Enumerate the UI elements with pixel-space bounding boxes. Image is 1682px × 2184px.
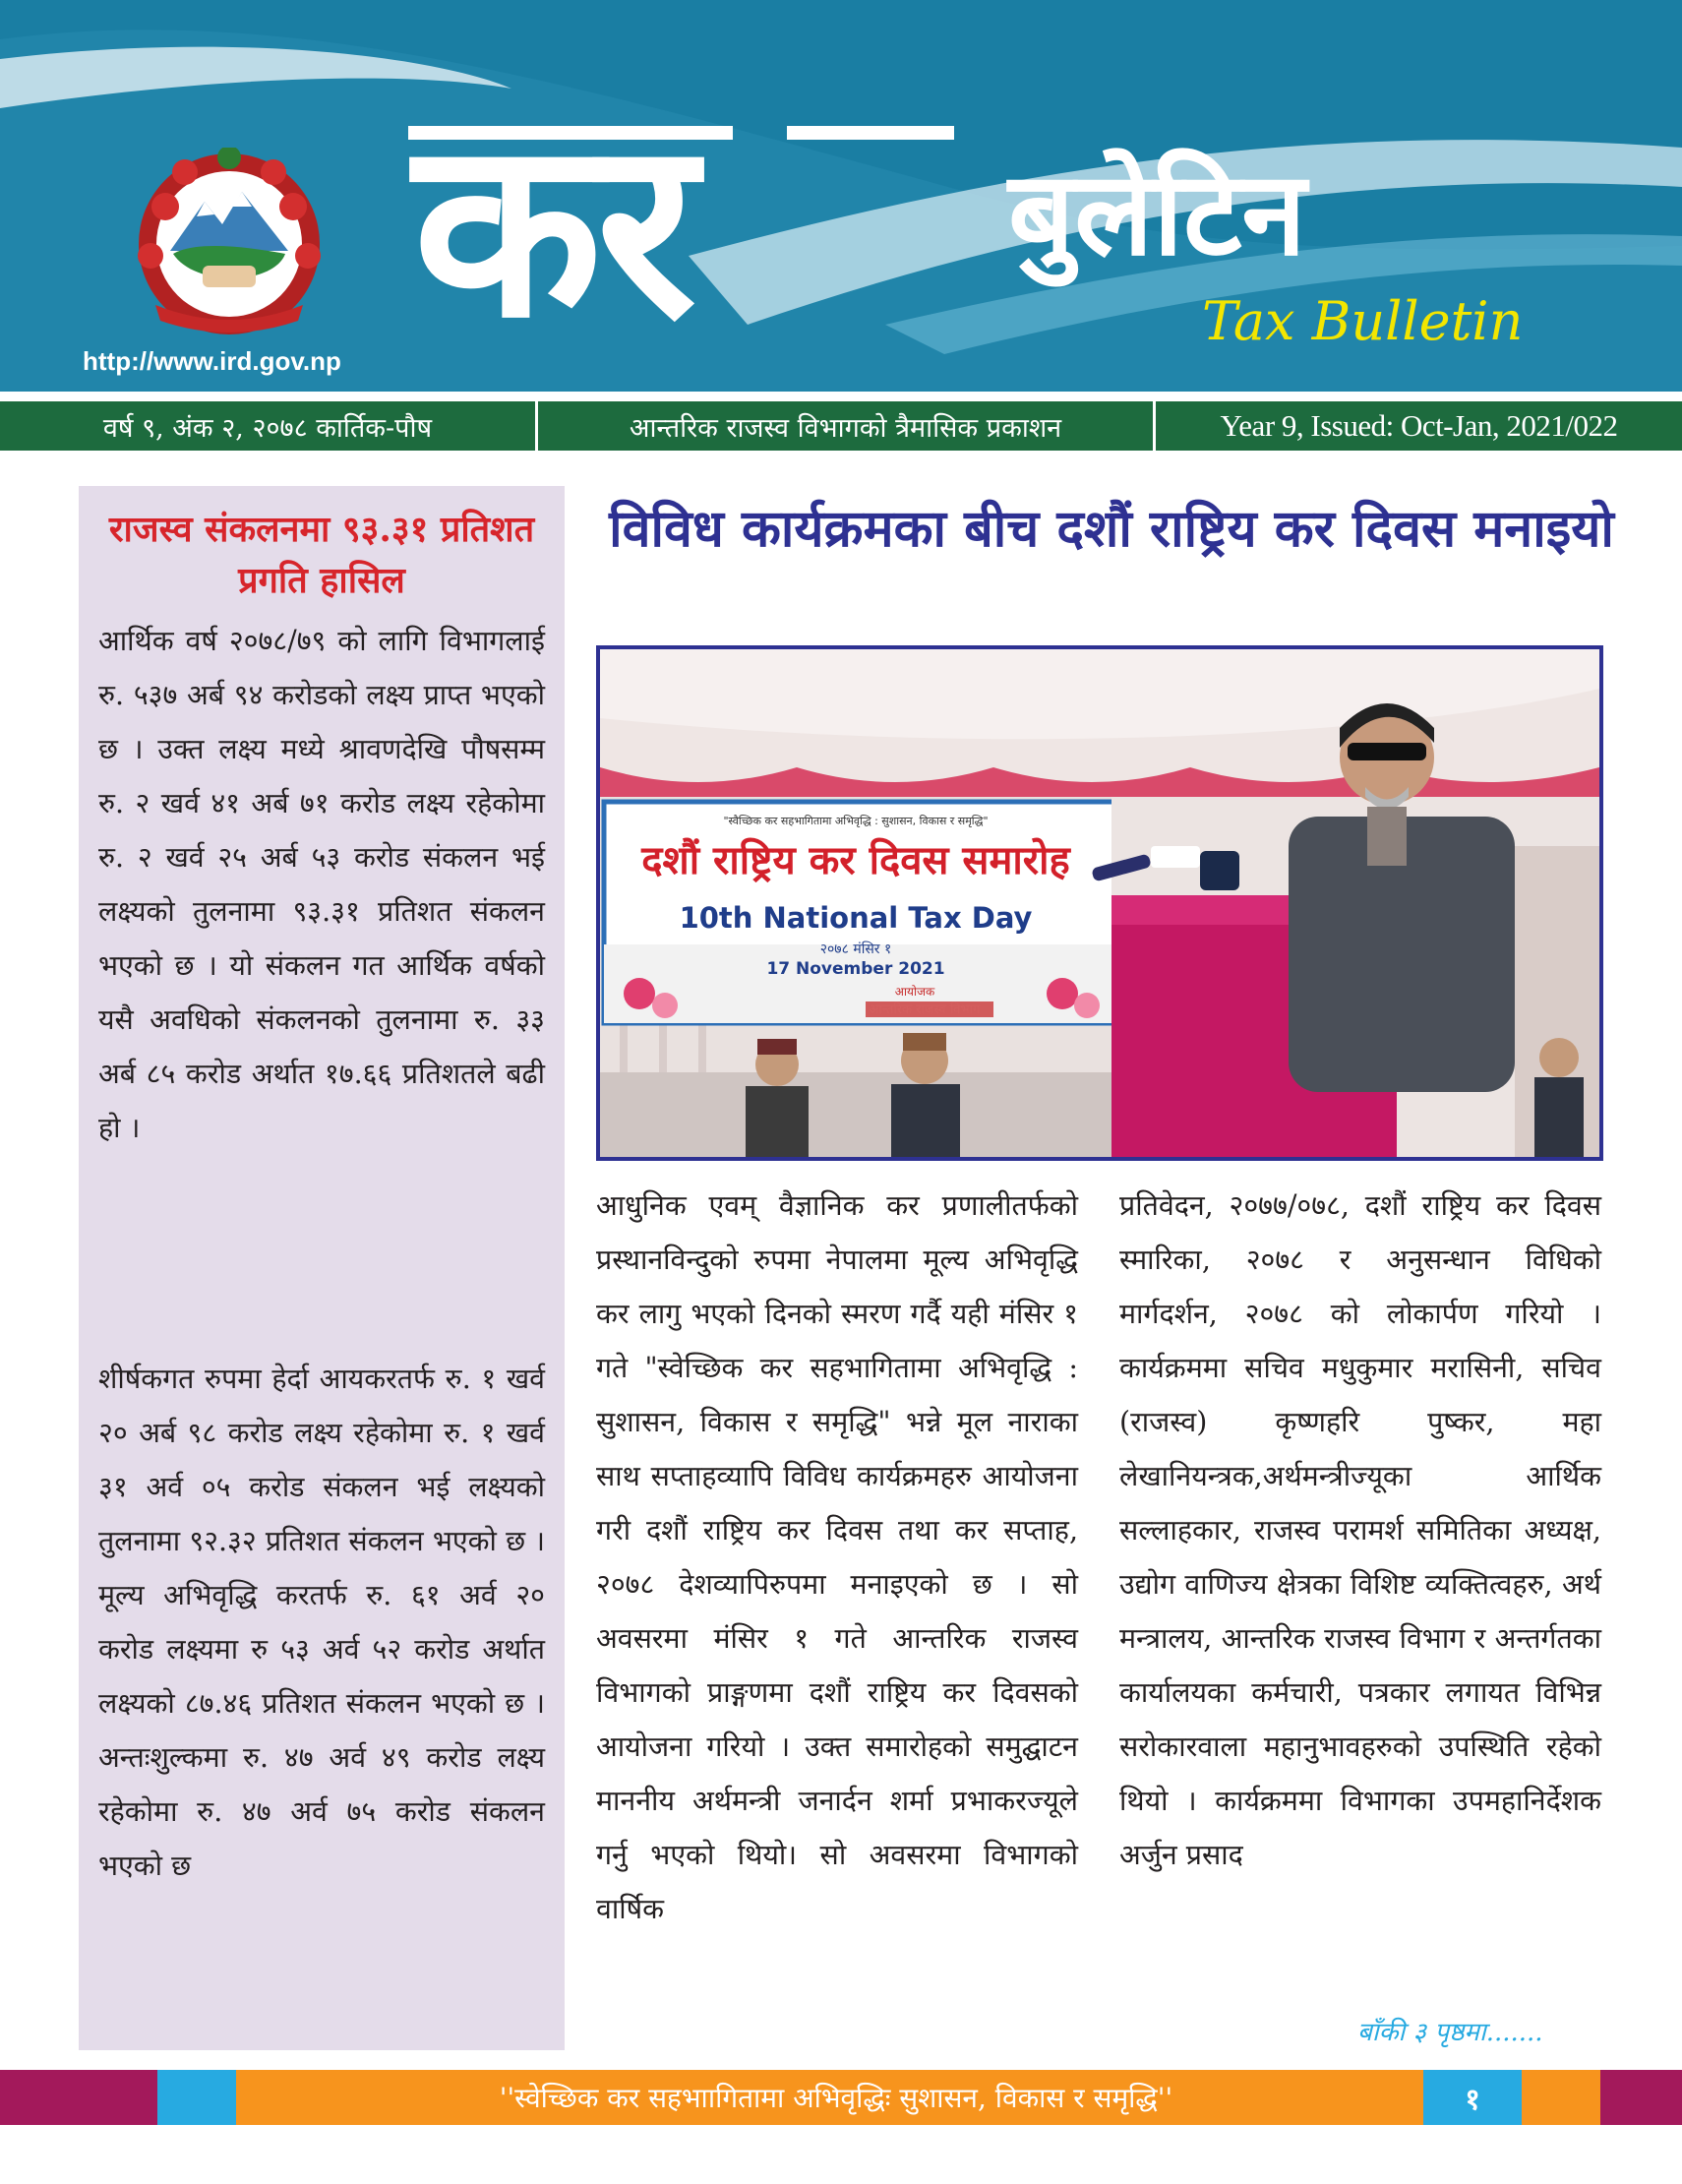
article-column-1: आधुनिक एवम् वैज्ञानिक कर प्रणालीतर्फको प्रस्थानविन्दुको रुपमा नेपालमा मूल्य अभिवृद्धि कर लागु भएको दिनको स्मरण गर्दै यही मंसिर १ गते "स्वेच्छिक कर सहभागितामा अभिवृद्धि : सुशासन, विकास र समृद्धि" भन्ने मूल नाराका साथ सप्ताहव्यापि विविध कार्यक्रमहरु आयोजना गरी दशौं राष्ट्रिय कर दिवस तथा कर सप्ताह, २०७८ देशव्यापिरुपमा मनाइएको छ । सो अवसरमा मंसिर १ गते आन्तरिक राजस्व विभागको प्राङ्गणमा दशौं राष्ट्रिय कर दिवसको आयोजना गरियो । उक्त समारोहको समुद्घाटन माननीय अर्थमन्त्री जनार्दन शर्मा प्रभाकरज्यूले गर्नु भएको थियो। सो अवसरमा विभागको वार्षिक [596, 1189, 1078, 1925]
masthead-subtitle: बुलेटिन [1008, 146, 1306, 281]
event-photo-image [600, 649, 1599, 1157]
banner-organizer-label: आयोजक [894, 985, 935, 999]
banner-title-nepali: दशौं राष्ट्रिय कर दिवस समारोह [641, 838, 1070, 883]
masthead [0, 0, 1682, 392]
continued-on-page-link[interactable]: बाँकी ३ पृष्ठमा....... [1357, 2018, 1543, 2047]
page-number: १ [1465, 2082, 1480, 2117]
banner-slogan: "स्वैच्छिक कर सहभागितामा अभिवृद्धि : सुशासन, विकास र समृद्धि" [723, 815, 989, 827]
banner-date-english: 17 November 2021 [766, 959, 945, 979]
sidebar-paragraph: शीर्षकगत रुपमा हेर्दा आयकरतर्फ रु. १ खर्व २० अर्ब ९८ करोड लक्ष्य रहेकोमा रु. १ खर्व ३१ अर्व ०५ करोड संकलन भई लक्ष्यको तुलनामा ९२.३२ प्रतिशत संकलन भएको छ । मूल्य अभिवृद्धि करतर्फ रु. ६१ अर्व २० करोड लक्ष्यमा रु ५३ अर्व ५२ करोड अर्थात लक्ष्यको ८७.४६ प्रतिशत संकलन भएको छ । अन्तःशुल्कमा रु. ४७ अर्व ४९ करोड लक्ष्य रहेकोमा रु. ४७ अर्व ७५ करोड संकलन भएको छ [98, 1363, 545, 1882]
nepal-emblem-icon [126, 148, 332, 344]
article-title: विविध कार्यक्रमका बीच दशौं राष्ट्रिय कर दिवस मनाइयो [609, 500, 1614, 559]
issue-info-bar [0, 401, 1682, 451]
event-photo [596, 645, 1603, 1161]
title-decoration [787, 126, 954, 140]
masthead-title-english: Tax Bulletin [1202, 290, 1524, 352]
footer-slogan: ''स्वेच्छिक कर सहभाागितामा अभिवृद्धिः सुशासन, विकास र समृद्धि'' [499, 2082, 1173, 2114]
sidebar-paragraph: आर्थिक वर्ष २०७८/७९ को लागि विभागलाई रु. ५३७ अर्ब ९४ करोडको लक्ष्य प्राप्त भएको छ । उक्त लक्ष्य मध्ये श्रावणदेखि पौषसम्म रु. २ खर्व ४१ अर्ब ७१ करोड लक्ष्य रहेकोमा रु. २ खर्व २५ अर्ब ५३ करोड संकलन भई लक्ष्यको तुलनामा ९३.३१ प्रतिशत संकलन भएको छ । यो संकलन गत आर्थिक वर्षको यसै अवधिको संकलनको तुलनामा रु. ३३ अर्ब ८५ करोड अर्थात १७.६६ प्रतिशतले बढी हो । [98, 625, 545, 1144]
issue-number-english: Year 9, Issued: Oct-Jan, 2021/022 [1153, 401, 1682, 451]
banner-date-nepali: २०७८ मंसिर १ [819, 941, 892, 957]
article-column-2: प्रतिवेदन, २०७७/०७८, दशौं राष्ट्रिय कर दिवस स्मारिका, २०७८ र अनुसन्धान विधिको मार्गदर्शन, २०७८ को लोकार्पण गरियो । कार्यक्रममा सचिव मधुकुमार मरासिनी, सचिव (राजस्व) कृष्णहरि पुष्कर, महा लेखानियन्त्रक,अर्थमन्त्रीज्यूका आर्थिक सल्लाहकार, राजस्व परामर्श समितिका अध्यक्ष, उद्योग वाणिज्य क्षेत्रका विशिष्ट व्यक्तित्वहरु, अर्थ मन्त्रालय, आन्तरिक राजस्व विभाग र अन्तर्गतका कार्यालयका कर्मचारी, पत्रकार लगायत विभिन्न सरोकारवाला महानुभावहरुको उपस्थिति रहेको थियो । कार्यक्रममा विभागका उपमहानिर्देशक अर्जुन प्रसाद [1119, 1189, 1601, 1871]
sidebar-box [79, 486, 565, 2050]
masthead-title: कर [413, 86, 691, 372]
sidebar-title: राजस्व संकलनमा ९३.३१ प्रतिशत प्रगति हासिल [108, 509, 535, 601]
issue-number-nepali: वर्ष ९, अंक २, २०७८ कार्तिक-पौष [102, 412, 433, 444]
banner-title-english: 10th National Tax Day [679, 901, 1033, 935]
website-link[interactable]: http://www.ird.gov.np [83, 346, 341, 376]
publication-description: आन्तरिक राजस्व विभागको त्रैमासिक प्रकाशन [535, 401, 1153, 451]
